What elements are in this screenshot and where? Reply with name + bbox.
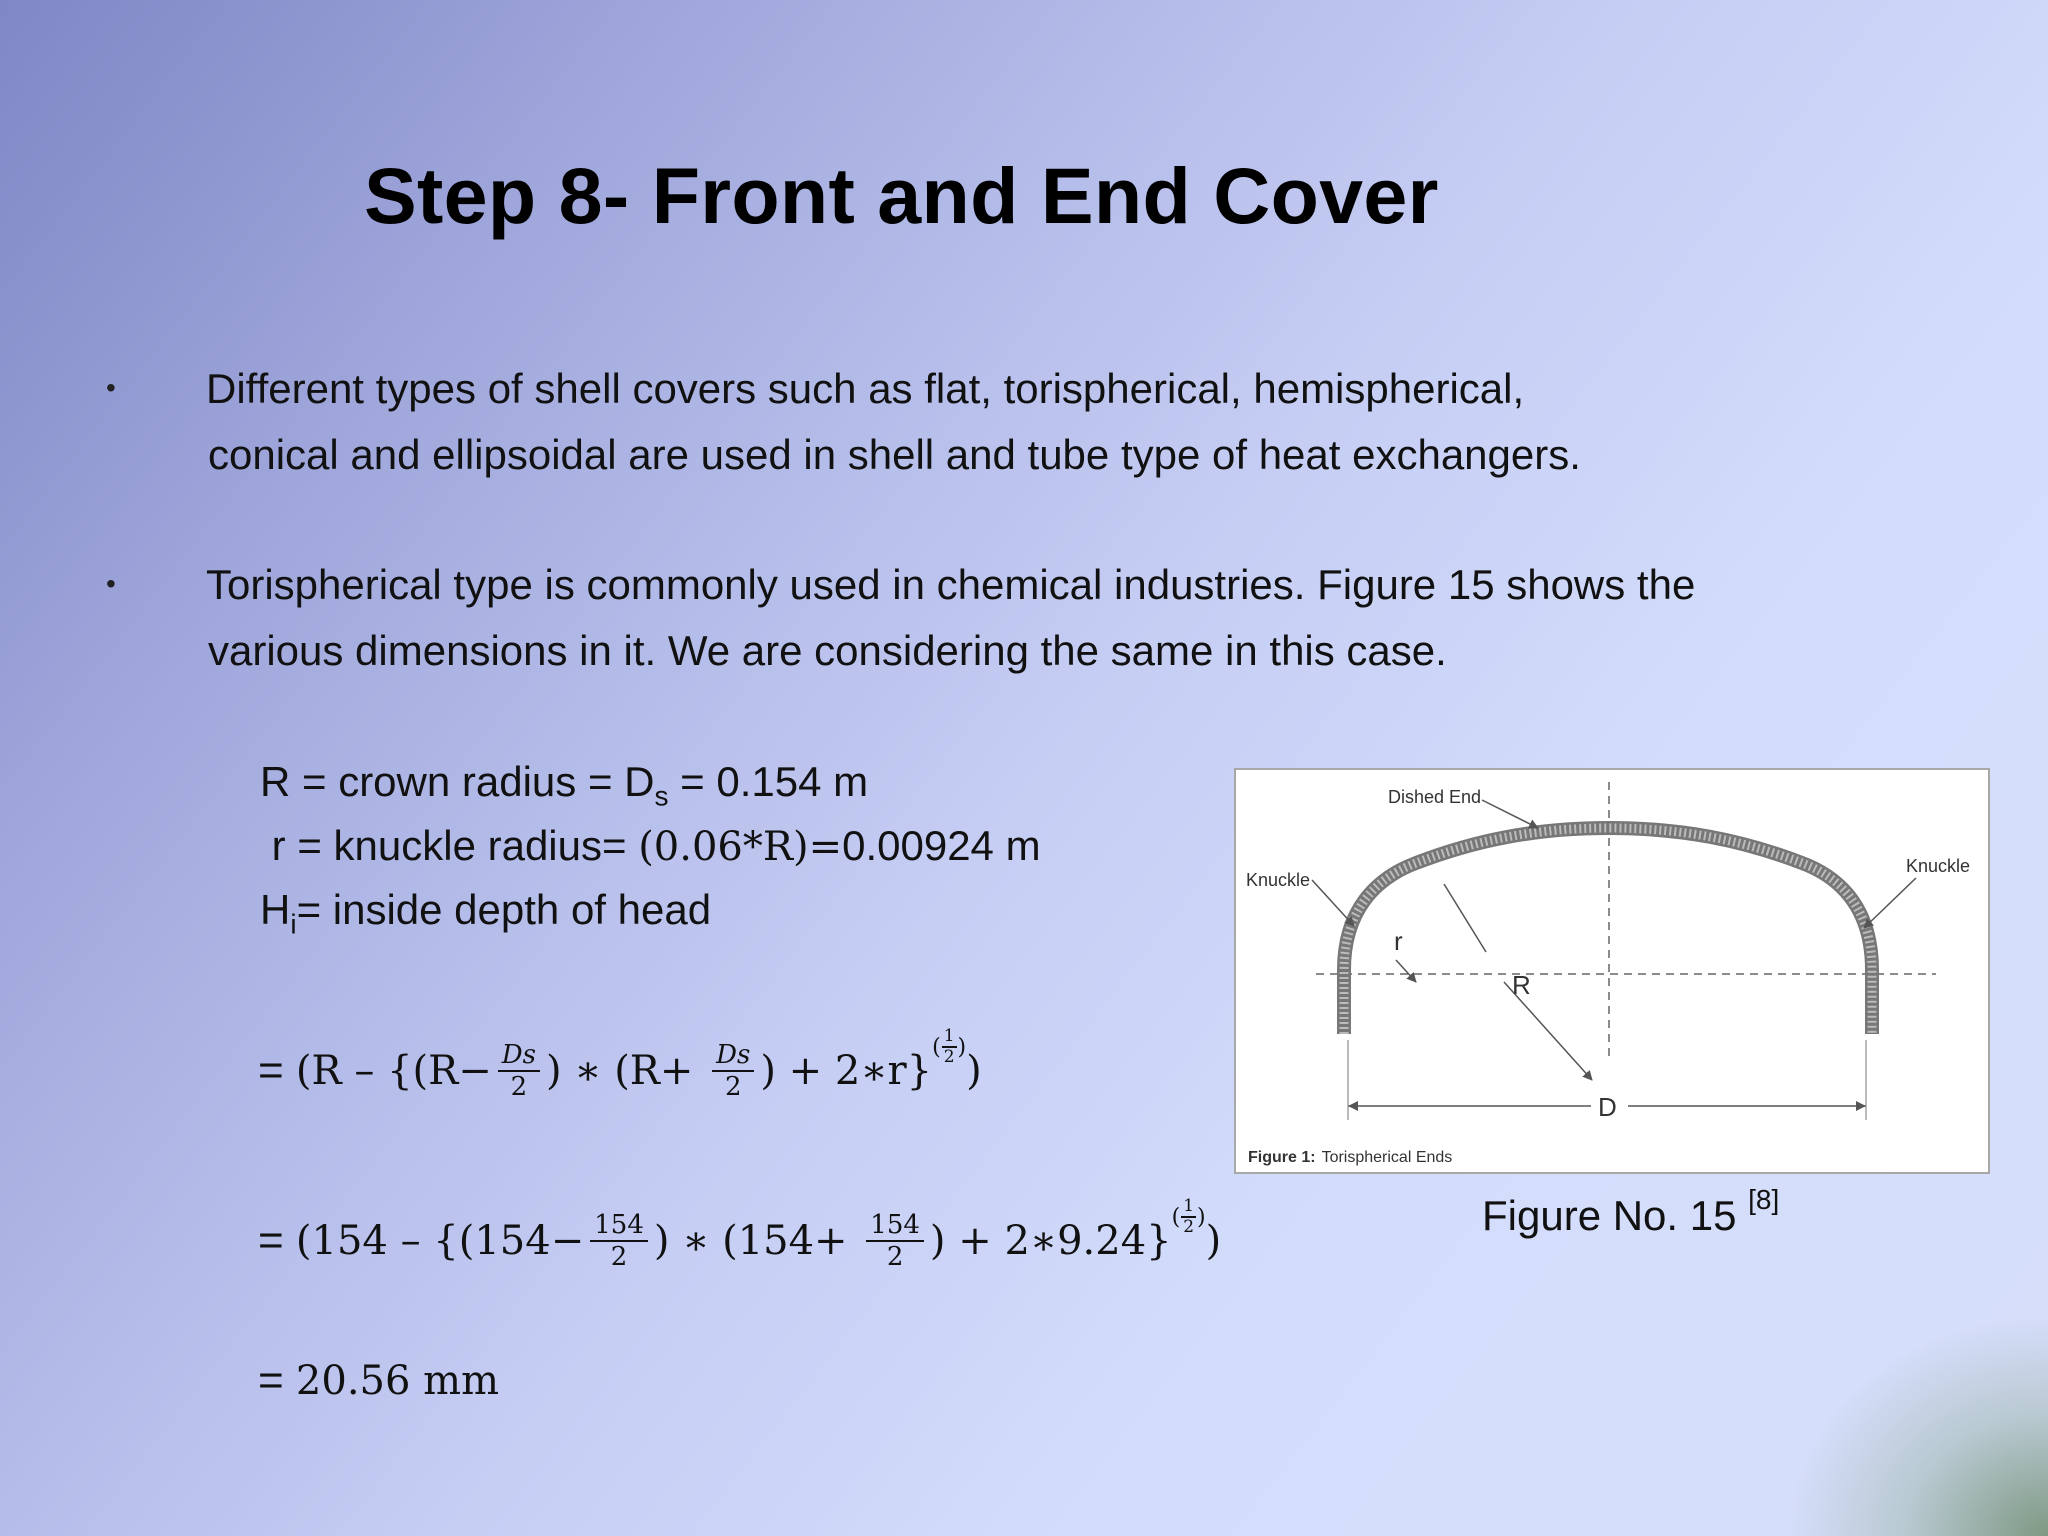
exponent-paren: )	[957, 1034, 967, 1060]
radius-leader	[1444, 884, 1486, 952]
label-dished-end: Dished End	[1388, 787, 1482, 807]
equation-part: (154 – {(154−	[295, 1218, 585, 1264]
result-value: 20.56 mm	[295, 1358, 500, 1404]
crown-radius-value: = 0.154 m	[668, 758, 869, 805]
slide-title: Step 8- Front and End Cover	[364, 151, 1439, 240]
label-R: R	[1512, 970, 1531, 1000]
exponent-numerator: 1	[1183, 1196, 1195, 1216]
equation-lead: =	[258, 1046, 296, 1095]
knuckle-radius-formula: (0.06*R)=	[638, 824, 843, 870]
knuckle-radius-prefix: r = knuckle radius=	[260, 822, 639, 869]
arrow-head	[1856, 1101, 1866, 1111]
equation-part: ) ∗ (R+	[545, 1048, 707, 1094]
fraction-denominator: 2	[886, 1242, 904, 1272]
depth-definition	[260, 886, 711, 940]
fraction-154-over-2	[866, 1210, 924, 1272]
equation-part: ) + 2∗9.24}	[929, 1218, 1172, 1264]
equation-result	[258, 1356, 499, 1406]
label-D: D	[1598, 1092, 1617, 1122]
knuckle-leader-left	[1312, 880, 1354, 926]
head-wall-texture	[1344, 828, 1872, 1034]
equation-numeric	[258, 1196, 1221, 1286]
bullet-1-line-1: Different types of shell covers such as flat, torispherical, hemispherical,	[206, 365, 1525, 412]
knuckle-leader-right	[1864, 878, 1916, 928]
bullet-marker: •	[106, 372, 116, 403]
figure-caption-reference: [8]	[1748, 1184, 1780, 1215]
exponent-paren: )	[1197, 1204, 1206, 1230]
equation-part: (R – {(R−	[295, 1048, 492, 1094]
exponent-one-half	[1172, 1197, 1206, 1237]
fraction-denominator: 2	[610, 1242, 628, 1272]
depth-prefix: H	[260, 886, 291, 933]
depth-text: = inside depth of head	[296, 886, 712, 933]
figure-inner-caption-number: Figure 1:	[1248, 1149, 1316, 1166]
exponent-numerator: 1	[943, 1026, 955, 1046]
exponent-paren: (	[932, 1034, 941, 1060]
exponent-denominator: 2	[1183, 1217, 1195, 1237]
equation-part: ) + 2∗r}	[760, 1048, 933, 1094]
knuckle-radius-definition	[260, 822, 1041, 870]
equation-symbolic	[258, 1026, 982, 1116]
equation-part: ) ∗ (154+	[653, 1218, 861, 1264]
exponent-denominator: 2	[943, 1047, 955, 1067]
exponent-one-half	[932, 1027, 966, 1067]
exponent-paren: (	[1171, 1204, 1181, 1230]
crown-radius-prefix: R = crown radius = D	[260, 758, 655, 805]
torispherical-ends-figure	[1234, 768, 1990, 1174]
label-r: r	[1394, 926, 1403, 956]
figure-caption	[1482, 1184, 1780, 1240]
fraction-denominator: 2	[724, 1072, 742, 1102]
fraction-ds-over-2	[498, 1040, 540, 1102]
exponent-fraction	[1181, 1197, 1196, 1237]
fraction-numerator: 154	[866, 1210, 924, 1242]
figure-inner-caption	[1248, 1149, 1452, 1166]
crown-radius-definition	[260, 758, 868, 812]
equation-lead: =	[258, 1356, 296, 1405]
knuckle-radius-value: 0.00924 m	[842, 822, 1041, 869]
label-knuckle-right: Knuckle	[1906, 856, 1971, 876]
fraction-numerator: Ds	[498, 1040, 540, 1072]
fraction-ds-over-2	[712, 1040, 754, 1102]
equation-lead: =	[258, 1216, 296, 1265]
arrow-head	[1348, 1101, 1358, 1111]
depth-subscript: i	[290, 908, 297, 940]
equation-part: )	[1205, 1218, 1222, 1264]
figure-caption-text: Figure No. 15	[1482, 1192, 1749, 1239]
crown-radius-subscript: s	[654, 780, 669, 812]
torispherical-diagram	[1236, 770, 1992, 1176]
bullet-1-line-2: conical and ellipsoidal are used in shell and tube type of heat exchangers.	[208, 431, 1581, 478]
knuckle-radius-leader	[1396, 960, 1416, 982]
equation-part: )	[966, 1048, 982, 1094]
bullet-2-line-2: various dimensions in it. We are considering the same in this case.	[208, 627, 1447, 674]
fraction-numerator: Ds	[712, 1040, 754, 1072]
fraction-154-over-2	[590, 1210, 648, 1272]
exponent-fraction	[942, 1027, 957, 1067]
fraction-numerator: 154	[590, 1210, 648, 1242]
dished-end-leader	[1482, 800, 1538, 828]
bullet-2-line-1: Torispherical type is commonly used in chemical industries. Figure 15 shows the	[206, 561, 1696, 608]
figure-inner-caption-text: Torispherical Ends	[1321, 1149, 1453, 1166]
label-knuckle-left: Knuckle	[1246, 870, 1311, 890]
bullet-marker: •	[106, 568, 116, 599]
fraction-denominator: 2	[510, 1072, 528, 1102]
